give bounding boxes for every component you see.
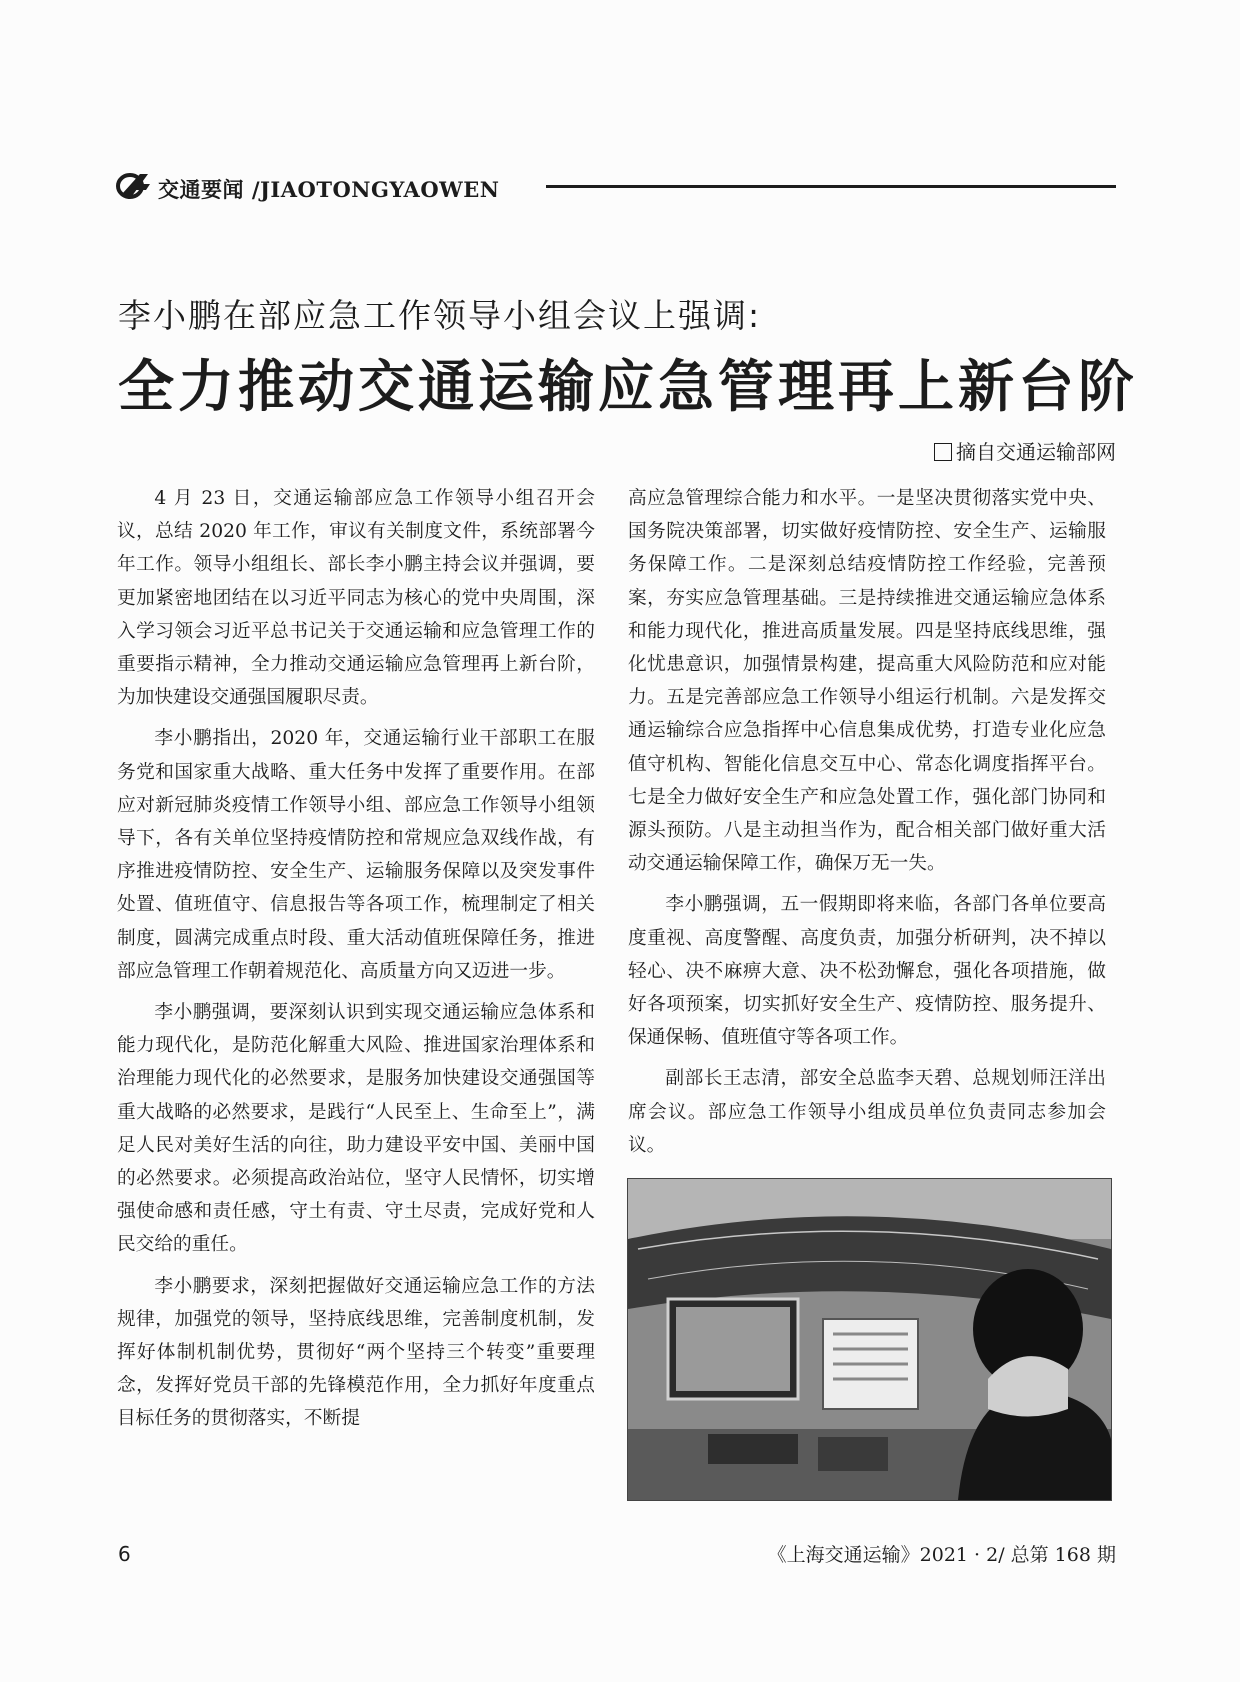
- article-title: 全力推动交通运输应急管理再上新台阶: [118, 355, 1138, 420]
- source-text: 摘自交通运输部网: [956, 440, 1116, 464]
- paragraph: 李小鹏强调，要深刻认识到实现交通运输应急体系和能力现代化，是防范化解重大风险、推进国家治理体系和治理能力现代化的必然要求，是服务加快建设交通强国等重大战略的必然要求，是践行“人民至上、生命至上”，满足人民对美好生活的向往，助力建设平安中国、美丽中国的必然要求。必须提高政治站位，坚守人民情怀，切实增强使命感和责任感，守土有责、守土尽责，完成好党和人民交给的重任。: [117, 1002, 595, 1256]
- magazine-logo-icon: [116, 170, 152, 200]
- paragraph: 李小鹏要求，深刻把握做好交通运输应急工作的方法规律，加强党的领导，坚持底线思维，完善制度机制，发挥好体制机制优势，贯彻好“两个坚持三个转变”重要理念，发挥好党员干部的先锋模范作用，全力抓好年度重点目标任务的贯彻落实，不断提: [117, 1275, 595, 1430]
- page-number: 6: [118, 1542, 131, 1566]
- section-name-en: JIAOTONGYAOWEN: [259, 177, 500, 202]
- publication-info: 《上海交通运输》2021 · 2/ 总第 168 期: [767, 1544, 1116, 1566]
- source-box-icon: [934, 443, 952, 461]
- section-header: [116, 168, 1116, 208]
- paragraph: 李小鹏指出，2020 年，交通运输行业干部职工在服务党和国家重大战略、重大任务中发挥了重要作用。在部应对新冠肺炎疫情工作领导小组、部应急工作领导小组领导下，各有关单位坚持疫情防控和常规应急双线作战，有序推进疫情防控、安全生产、运输服务保障以及突发事件处置、值班值守、信息报告等各项工作，梳理制定了相关制度，圆满完成重点时段、重大活动值班保障任务，推进部应急管理工作朝着规范化、高质量方向又迈进一步。: [117, 728, 595, 982]
- paragraph: 李小鹏强调，五一假期即将来临，各部门各单位要高度重视、高度警醒、高度负责，加强分析研判，决不掉以轻心、决不麻痹大意、决不松劲懈怠，强化各项措施，做好各项预案，切实抓好安全生产、疫情防控、服务提升、保通保畅、值班值守等各项工作。: [628, 894, 1106, 1049]
- paragraph: 副部长王志清，部安全总监李天碧、总规划师汪洋出席会议。部应急工作领导小组成员单位负责同志参加会议。: [628, 1068, 1106, 1156]
- article-column-right: [628, 482, 1106, 1170]
- section-separator: /: [251, 177, 260, 202]
- command-center-photo: [627, 1178, 1112, 1501]
- section-title: [158, 174, 499, 204]
- article-source: [934, 436, 1116, 465]
- article-subtitle: 李小鹏在部应急工作领导小组会议上强调:: [118, 296, 762, 335]
- paragraph: 高应急管理综合能力和水平。一是坚决贯彻落实党中央、国务院决策部署，切实做好疫情防控、安全生产、运输服务保障工作。二是深刻总结疫情防控工作经验，完善预案，夯实应急管理基础。三是持续推进交通运输应急体系和能力现代化，推进高质量发展。四是坚持底线思维，强化忧患意识，加强情景构建，提高重大风险防范和应对能力。五是完善部应急工作领导小组运行机制。六是发挥交通运输综合应急指挥中心信息集成优势，打造专业化应急值守机构、智能化信息交互中心、常态化调度指挥平台。七是全力做好安全生产和应急处置工作，强化部门协同和源头预防。八是主动担当作为，配合相关部门做好重大活动交通运输保障工作，确保万无一失。: [628, 488, 1106, 875]
- paragraph: 4 月 23 日，交通运输部应急工作领导小组召开会议，总结 2020 年工作，审议有关制度文件，系统部署今年工作。领导小组组长、部长李小鹏主持会议并强调，要更加紧密地团结在以习近平同志为核心的党中央周围，深入学习领会习近平总书记关于交通运输和应急管理工作的重要指示精神，全力推动交通运输应急管理再上新台阶，为加快建设交通强国履职尽责。: [117, 488, 595, 709]
- section-name: 交通要闻: [158, 177, 244, 202]
- header-rule: [546, 185, 1116, 188]
- article-column-left: [117, 482, 595, 1444]
- command-center-illustration-icon: [628, 1179, 1111, 1500]
